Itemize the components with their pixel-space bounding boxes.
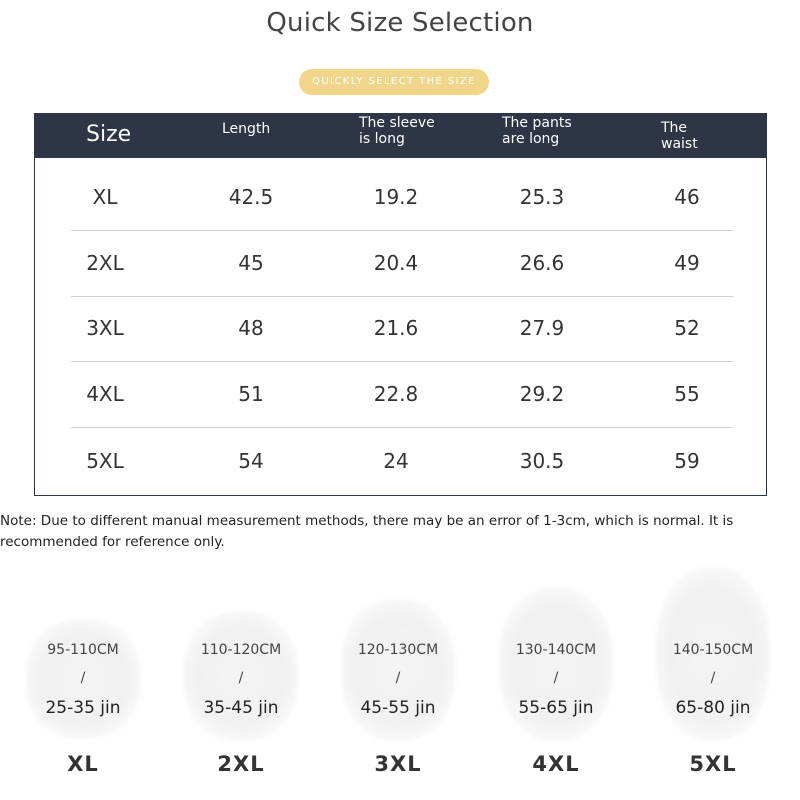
- cell-length: 54: [238, 449, 264, 473]
- header-sleeve: The sleeve is long: [359, 115, 435, 147]
- cell-length: 42.5: [228, 185, 274, 209]
- height-range: 95-110CM: [47, 642, 119, 658]
- weight-range: 45-55 jin: [360, 698, 436, 718]
- separator: /: [553, 670, 559, 686]
- size-label: 3XL: [374, 752, 422, 776]
- table-row: [71, 428, 733, 494]
- page-title: Quick Size Selection: [266, 8, 534, 38]
- cell-waist: 55: [674, 382, 700, 406]
- cell-sleeve: 21.6: [373, 316, 419, 340]
- weight-range: 25-35 jin: [45, 698, 121, 718]
- size-label: 2XL: [217, 752, 265, 776]
- weight-range: 65-80 jin: [675, 698, 751, 718]
- table-header: [35, 114, 766, 158]
- table-row: [71, 295, 733, 362]
- height-range: 110-120CM: [200, 642, 282, 658]
- cell-waist: 49: [674, 251, 700, 275]
- size-guide-4xl: [481, 590, 631, 790]
- cell-pants: 27.9: [519, 316, 565, 340]
- cell-pants: 26.6: [519, 251, 565, 275]
- cell-size: 5XL: [86, 449, 124, 473]
- cell-size: 2XL: [86, 251, 124, 275]
- size-guide-5xl: [638, 590, 788, 790]
- cell-waist: 52: [674, 316, 700, 340]
- separator: /: [710, 670, 716, 686]
- height-range: 130-140CM: [515, 642, 597, 658]
- table-row: [71, 230, 733, 297]
- header-pants: The pants are long: [502, 115, 572, 147]
- size-guide-3xl: [323, 590, 473, 790]
- size-guide-xl: [8, 590, 158, 790]
- header-length: Length: [222, 121, 271, 137]
- cell-length: 45: [238, 251, 264, 275]
- cell-length: 51: [238, 382, 264, 406]
- cell-size: XL: [92, 185, 118, 209]
- size-guide-2xl: [166, 590, 316, 790]
- table-row: [71, 164, 733, 231]
- height-range: 120-130CM: [357, 642, 439, 658]
- table-row: [71, 361, 733, 428]
- cell-sleeve: 19.2: [373, 185, 419, 209]
- size-label: 5XL: [689, 752, 737, 776]
- cell-waist: 46: [674, 185, 700, 209]
- cell-length: 48: [238, 316, 264, 340]
- cell-pants: 30.5: [519, 449, 565, 473]
- cell-sleeve: 22.8: [373, 382, 419, 406]
- cell-size: 4XL: [86, 382, 124, 406]
- header-size: Size: [86, 122, 132, 147]
- size-label: 4XL: [532, 752, 580, 776]
- cell-sleeve: 20.4: [373, 251, 419, 275]
- cell-sleeve: 24: [383, 449, 409, 473]
- measurement-note: Note: Due to different manual measurement methods, there may be an error of 1-3cm, which is normal. It is recommended for reference only.: [0, 513, 734, 550]
- size-label: XL: [67, 752, 99, 776]
- separator: /: [80, 670, 86, 686]
- cell-size: 3XL: [86, 316, 124, 340]
- quick-select-badge: QUICKLY SELECT THE SIZE: [299, 69, 489, 95]
- size-table: [34, 113, 767, 496]
- height-range: 140-150CM: [672, 642, 754, 658]
- cell-pants: 29.2: [519, 382, 565, 406]
- weight-range: 55-65 jin: [518, 698, 594, 718]
- cell-pants: 25.3: [519, 185, 565, 209]
- header-waist: The waist: [661, 120, 698, 152]
- separator: /: [395, 670, 401, 686]
- cell-waist: 59: [674, 449, 700, 473]
- separator: /: [238, 670, 244, 686]
- weight-range: 35-45 jin: [203, 698, 279, 718]
